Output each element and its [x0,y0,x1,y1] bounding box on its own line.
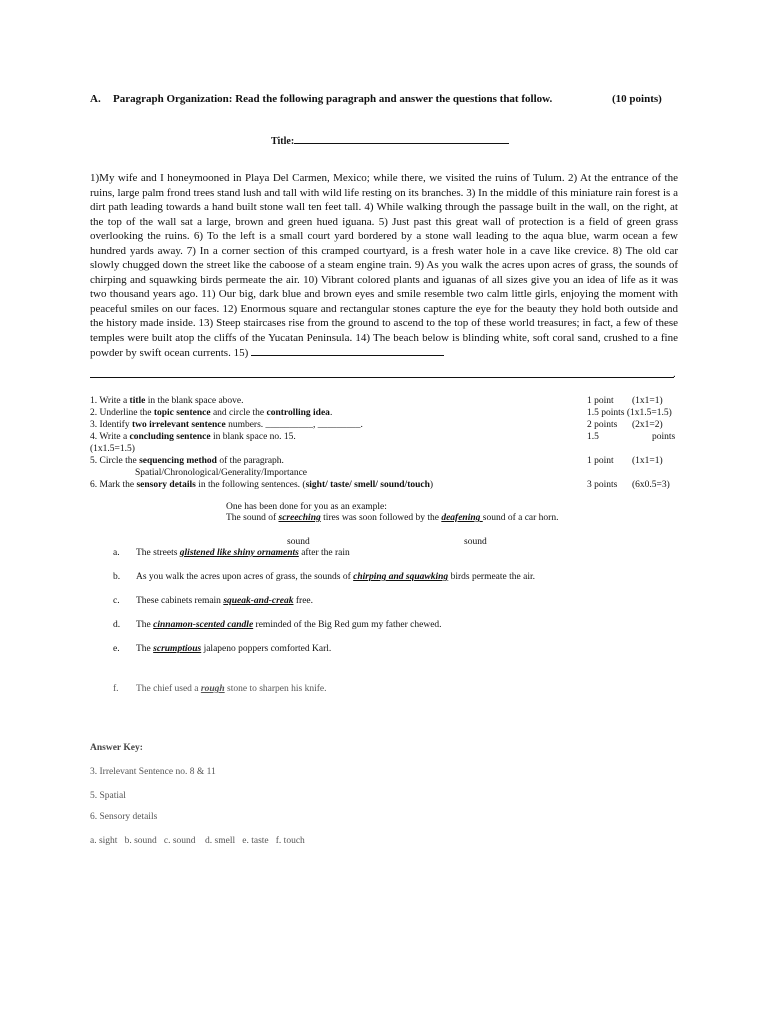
sensory-item-b: b. As you walk the acres upon acres of grass, the sounds of chirping and squawking birds permeate the air. [113,572,535,582]
question-1: 1. Write a title in the blank space above. 1 point (1x1=1) [90,396,663,406]
sensory-item-a: a. The streets glistened like shiny ornaments after the rain [113,548,350,558]
answer-key-line-1: 3. Irrelevant Sentence no. 8 & 11 [90,767,216,777]
line-end-dot: . [673,368,676,380]
question-6: 6. Mark the sensory details in the following sentences. (sight/ taste/ smell/ sound/touch) 3 points (6x0.5=3) [90,480,670,490]
question-3-points: 2 points [587,420,618,430]
title-blank [294,133,509,144]
title-label: Title: [271,136,295,147]
section-points: (10 points) [612,93,662,105]
question-5-options: Spatial/Chronological/Generality/Importance [135,468,308,478]
title-field [271,133,509,147]
question-4-continued: (1x1.5=1.5) [90,444,135,454]
example-intro: One has been done for you as an example: [226,502,387,512]
questions-list [90,395,680,491]
question-3: 3. Identify two irrelevant sentence numbers. __________, _________. 2 points (2x1=2) [90,420,663,430]
example-word-2: deafening [441,513,483,523]
sensory-item-f: f. The chief used a rough stone to sharpen his knife. [113,684,327,694]
reading-paragraph [90,171,678,361]
example-sentence: The sound of screeching tires was soon followed by the deafening sound of a car horn. [226,513,559,523]
question-6-points: 3 points [587,480,618,490]
question-2: 2. Underline the topic sentence and circle the controlling idea. 1.5 points (1x1.5=1.5) [90,408,672,418]
question-5: 5. Circle the sequencing method of the paragraph. 1 point (1x1=1) [90,456,663,466]
answer-key-title: Answer Key: [90,743,143,753]
sensory-item-c: c. These cabinets remain squeak-and-creak free. [113,596,314,606]
question-1-points: 1 point [587,396,614,406]
sensory-item-e: e. The scrumptious jalapeno poppers comforted Karl. [113,644,332,654]
question-5-points: 1 point [587,456,614,466]
question-2-points: 1.5 points (1x1.5=1.5) [587,408,672,418]
example-label-1: sound [287,537,310,547]
answer-key-line-2: 5. Spatial [90,791,126,801]
question-4: 4. Write a concluding sentence in blank space no. 15. 1.5 points [90,432,676,442]
section-title: Paragraph Organization: Read the following paragraph and answer the questions that follow. [113,93,553,105]
answer-key-line-3: 6. Sensory details [90,812,158,822]
section-number: A. [90,93,101,105]
concluding-sentence-blank [251,345,444,356]
concluding-sentence-line [90,377,674,378]
question-4-points: 1.5 [587,432,599,442]
sensory-item-d: d. The cinnamon-scented candle reminded of the Big Red gum my father chewed. [113,620,442,630]
example-label-2: sound [464,537,487,547]
example-word-1: screeching [278,513,321,523]
section-heading [90,93,552,105]
answer-key-line-4: a. sight b. sound c. sound d. smell e. taste f. touch [90,836,305,846]
paragraph-text: 1)My wife and I honeymooned in Playa Del Carmen, Mexico; while there, we visited the ruins of Tulum. 2) At the entrance of the ruins, large palm frond trees stand lush and tall with wild life resting on its branches. 3) In the middle of this miniature rain forest is a dirt path leading towards a hand built stone wall ten feet tall. 4) While walking through the passage built in the wall, on the right, at the top of the wall sat a large, brown and green hued iguana. 5) Just past this great wall of protection is a field of green grass overlooking the ruins. 6) To the left is a small court yard bordered by a stone wall leading to the aqua blue, warm ocean a few hundred yards away. 7) In a corner section of this cramped courtyard, is a fresh water hole in a cave like crevice. 8) The old car slowly chugged down the street like the caboose of a steam engine train. 9) As you walk the acres upon acres of grass, the sounds of chirping and squawking birds permeate the air. 10) Vibrant colored plants and iguanas of all sizes give you an idea of life as it was two thousand years ago. 11) Our big, dark blue and brown eyes and smile resemble two calm little girls, enjoying the moment with peaceful smiles on our faces. 12) Enormous square and rectangular stones capture the eye for the beauty they hold both outside and the history made inside. 13) Steep staircases rise from the ground to ascend to the top of these world treasures; in fact, a few of these temples were built atop the cliffs of the Yucatan Peninsula. 14) The beach below is blinding white, soft coral sand, crushed to a fine powder by swift ocean currents. 15) [90,172,678,359]
